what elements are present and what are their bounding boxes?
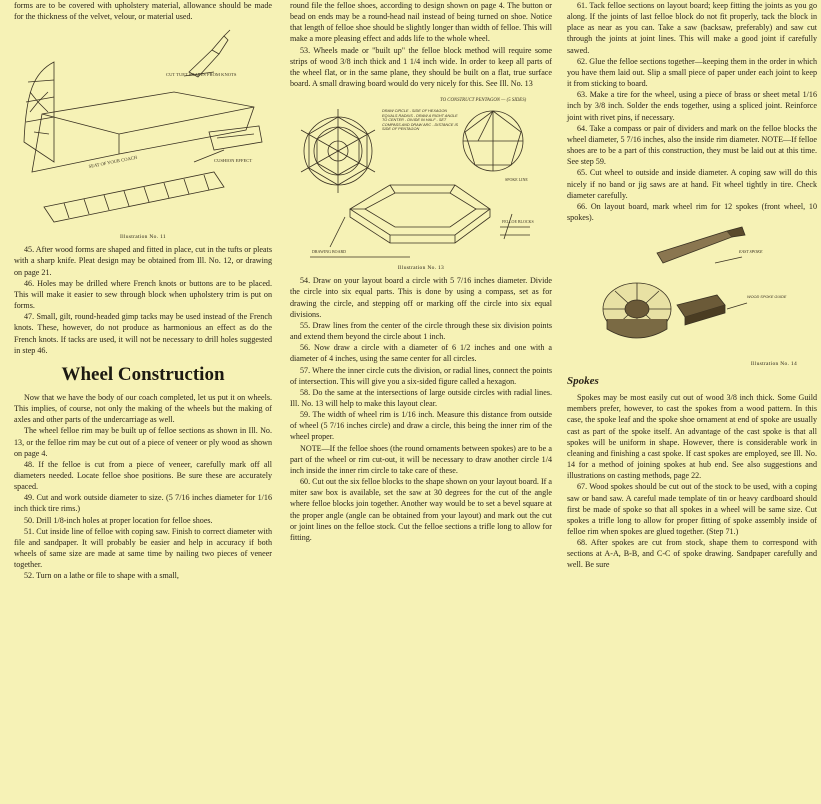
label-east-spoke: EAST SPOKE: [739, 249, 763, 255]
step-50: 50. Drill 1/8-inch holes at proper location for felloe shoes.: [24, 515, 213, 525]
step-64: 64. Take a compass or pair of dividers and mark on the felloe blocks the wheel diameter, 5 7/16 inches, also the inside rim diameter. NOTE—If felloe shoes are to be a part of this construction, they must be laid out at this time. See step 59.: [567, 123, 817, 167]
note-felloe-shoes: NOTE—If the felloe shoes (the round ornaments between spokes) are to be a part of the wheel or rim cut-out, it will be necessary to draw another circle 1/4 inch inside the inner rim circle to take care of these.: [290, 443, 552, 475]
step-63: 63. Make a tire for the wheel, using a piece of brass or sheet metal 1/16 inch by 3/8 inch. Solder the ends together, using a spliced joint. Reinforce joint with rivet pins, if necessary.: [567, 90, 817, 122]
column-right: [567, 0, 817, 571]
step-55: 55. Draw lines from the center of the circle through these six division points and extend them beyond the circle about 1 inch.: [290, 320, 552, 342]
label-construction-note: DRAW CIRCLE - SIDE OF HEXAGON EQUALS RADIUS - DRAW A RIGHT ANGLE TO CENTER - DIVIDE IN HALF - SET COMPASS AND DRAW ARC - DISTANCE IS SIDE OF PENTAGON: [382, 109, 459, 132]
caption-ill-13: Illustration No. 13: [397, 265, 445, 272]
paragraph-spokes: Spokes may be most easily cut out of wood 3/8 inch thick. Some Guild members prefer, however, to cast the spokes from a wood pattern. In this case, the spoke leaf and the spoke shoe ornament at end of spoke are usually cast as part of the spoke itself. An advantage of the cast spoke is that all spokes will be uniform in shape. However, there is considerable work in cleaning and finishing a cast spoke. If cast spokes are employed, see Ill. No. 14 for a method of joining spokes at hub end. See also suggestions and illustrations on casting methods, page 22.: [567, 393, 817, 481]
step-65: 65. Cut wheel to outside and inside diameter. A coping saw will do this nicely if no band or jig saws are at hand. Fit wheel tightly in tire. Check diameter carefully.: [567, 168, 817, 200]
label-coach-seat: SEAT OF YOUR COACH: [88, 155, 138, 170]
step-57: 57. Where the inner circle cuts the division, or radial lines, connect the points of intersection. This will give you a six-sided figure called a hexagon.: [290, 365, 552, 386]
step-67: 67. Wood spokes should be cut out of the stock to be used, with a coping saw or band saw. A careful made template of tin or heavy cardboard should first be made of spoke so that all spokes in a wheel will be same size. Cut spokes a trifle long to allow for proper fitting of spoke assembly inside of felloe rim when spokes are glued together. (Step 71.): [567, 482, 817, 536]
heading-wheel-construction: Wheel Construction: [61, 363, 225, 385]
label-spoke-guide: WOOD SPOKE GUIDE: [747, 295, 787, 300]
column-left: [14, 0, 272, 582]
caption-ill-11: Illustration No. 11: [120, 234, 166, 241]
paragraph-intro: Now that we have the body of our coach completed, let us put it on wheels. This implies, of course, not only the making of the wheels but the making of axles and other parts of the undercarriage as well.: [14, 392, 272, 425]
step-53: 53. Wheels made or "built up" the felloe block method will require some strips of wood 3/8 inch thick and 1 1/4 inch wide. In order to keep all parts of the wheel flat, or in the same plane, they should be built on a flat, true surface board. A small drawing board would do very nicely for this. See Ill. No. 13: [290, 45, 552, 89]
illustration-14: [567, 223, 817, 371]
illustration-13: [290, 89, 552, 275]
step-52: 52. Turn on a lathe or file to shape with a small,: [24, 571, 179, 581]
label-spoke-line: SPOKE LINE: [505, 177, 528, 183]
label-pentagon: TO CONSTRUCT PENTAGON — (5 SIDES): [440, 98, 527, 104]
step-58: 58. Do the same at the intersections of large outside circles with radial lines. Ill. No. 13 will help to make this layout clear.: [290, 387, 552, 408]
paragraph-felloe-rim: The wheel felloe rim may be built up of felloe sections as shown in Ill. No. 13, or the felloe rim may be cut out of a piece of veneer or ply wood as shown on page 4.: [14, 426, 272, 458]
paragraph-upholstery: forms are to be covered with upholstery material, allowance should be made for the thickness of the velvet, velour, or material used.: [14, 1, 272, 22]
step-54: 54. Draw on your layout board a circle with 5 7/16 inches diameter. Divide the circle into six equal parts. This is done by using a compass, set as for drawing the circle, and stepping off or marking off the circle into six equal divisions.: [290, 276, 552, 319]
label-felloe-blocks: FELLOE BLOCKS: [502, 219, 534, 225]
caption-ill-14: Illustration No. 14: [750, 361, 797, 368]
step-56: 56. Now draw a circle with a diameter of 6 1/2 inches and one with a diameter of 4 inches, using the same center for all circles.: [290, 343, 552, 364]
coach-seat-drawing: [14, 22, 272, 234]
step-46: 46. Holes may be drilled where French knots or buttons are to be placed. This will make it easier to sew through block when upholstery trim is put on forms.: [14, 278, 272, 311]
label-cushion: CUSHION EFFECT: [214, 158, 253, 164]
column-middle: [290, 0, 552, 543]
step-47: 47. Small, gilt, round-headed gimp tacks may be used instead of the French knots. These, however, do not produce as harmonious an effect as do the French knots. If tacks are used, it will not be necessary to drill holes suggested in step 46.: [14, 312, 272, 355]
step-60: 60. Cut out the six felloe blocks to the shape shown on your layout board. If a miter saw box is available, set the saw at 30 degrees for the cut of the angle where felloe blocks join together. Another way would be to set a bevel square at the proper angle (angle can be obtained from your layout) and mark out the cut or joint lines on the felloe stock. Cut the felloe sections a trifle long to allow for fitting.: [290, 477, 552, 542]
step-62: 62. Glue the felloe sections together—keeping them in the order in which you have them laid out. Slip a small piece of paper under each joint to keep it from sticking to board.: [567, 56, 817, 89]
step-51: 51. Cut inside line of felloe with coping saw. Finish to correct diameter with file and sandpaper. It will probably be easier and help in accuracy if both wheels of same size are made at same time by nailing two pieces of veneer together.: [14, 526, 272, 570]
spoke-hub-drawing: [567, 223, 817, 361]
heading-spokes: Spokes: [567, 375, 599, 388]
step-45: 45. After wood forms are shaped and fitted in place, cut in the tufts or pleats with a sharp knife. Pleat design may be obtained from Ill. No. 12, or drawing on page 21.: [14, 245, 272, 277]
step-59: 59. The width of wheel rim is 1/16 inch. Measure this distance from outside of wheel (5 7/16 inches circle) and draw a circle, this being the inner rim of the wheel proper.: [290, 410, 552, 442]
step-61: 61. Tack felloe sections on layout board; keep fitting the joints as you go along. If the joints of last felloe block do not fit properly, tack the block in place as near as you can. Take a saw (backsaw, preferably) and saw cut through the joints at joint lines. This will make a good joint if carefully sawed.: [567, 1, 817, 55]
felloe-layout-drawing: [290, 89, 552, 265]
label-drawing-board: DRAWING BOARD: [312, 249, 347, 255]
paragraph-felloe-shoes: round file the felloe shoes, according to design shown on page 4. The button or bead on ends may be a round-head nail instead of being turned on shoe. Notice that length of felloe shoe should be slightly longer than width of felloe. This will make a more pleasing effect and adds life to the whole wheel.: [290, 1, 552, 44]
step-66: 66. On layout board, mark wheel rim for 12 spokes (front wheel, 10 spokes).: [567, 201, 817, 222]
illustration-11: [14, 22, 272, 244]
label-tufts: CUT TUFT SHAPES FROM KNOTS: [166, 72, 237, 78]
step-49: 49. Cut and work outside diameter to size. (5 7/16 inches diameter for 1/16 inch thick tire rims.): [14, 493, 272, 514]
step-68: 68. After spokes are cut from stock, shape them to correspond with sections at A-A, B-B, and C-C of spoke drawing. Sandpaper carefully and well. Be sure: [567, 538, 817, 570]
step-48: 48. If the felloe is cut from a piece of veneer, carefully mark off all diameters needed. Locate felloe shoe positions. Be sure these are accurately spaced.: [14, 459, 272, 492]
